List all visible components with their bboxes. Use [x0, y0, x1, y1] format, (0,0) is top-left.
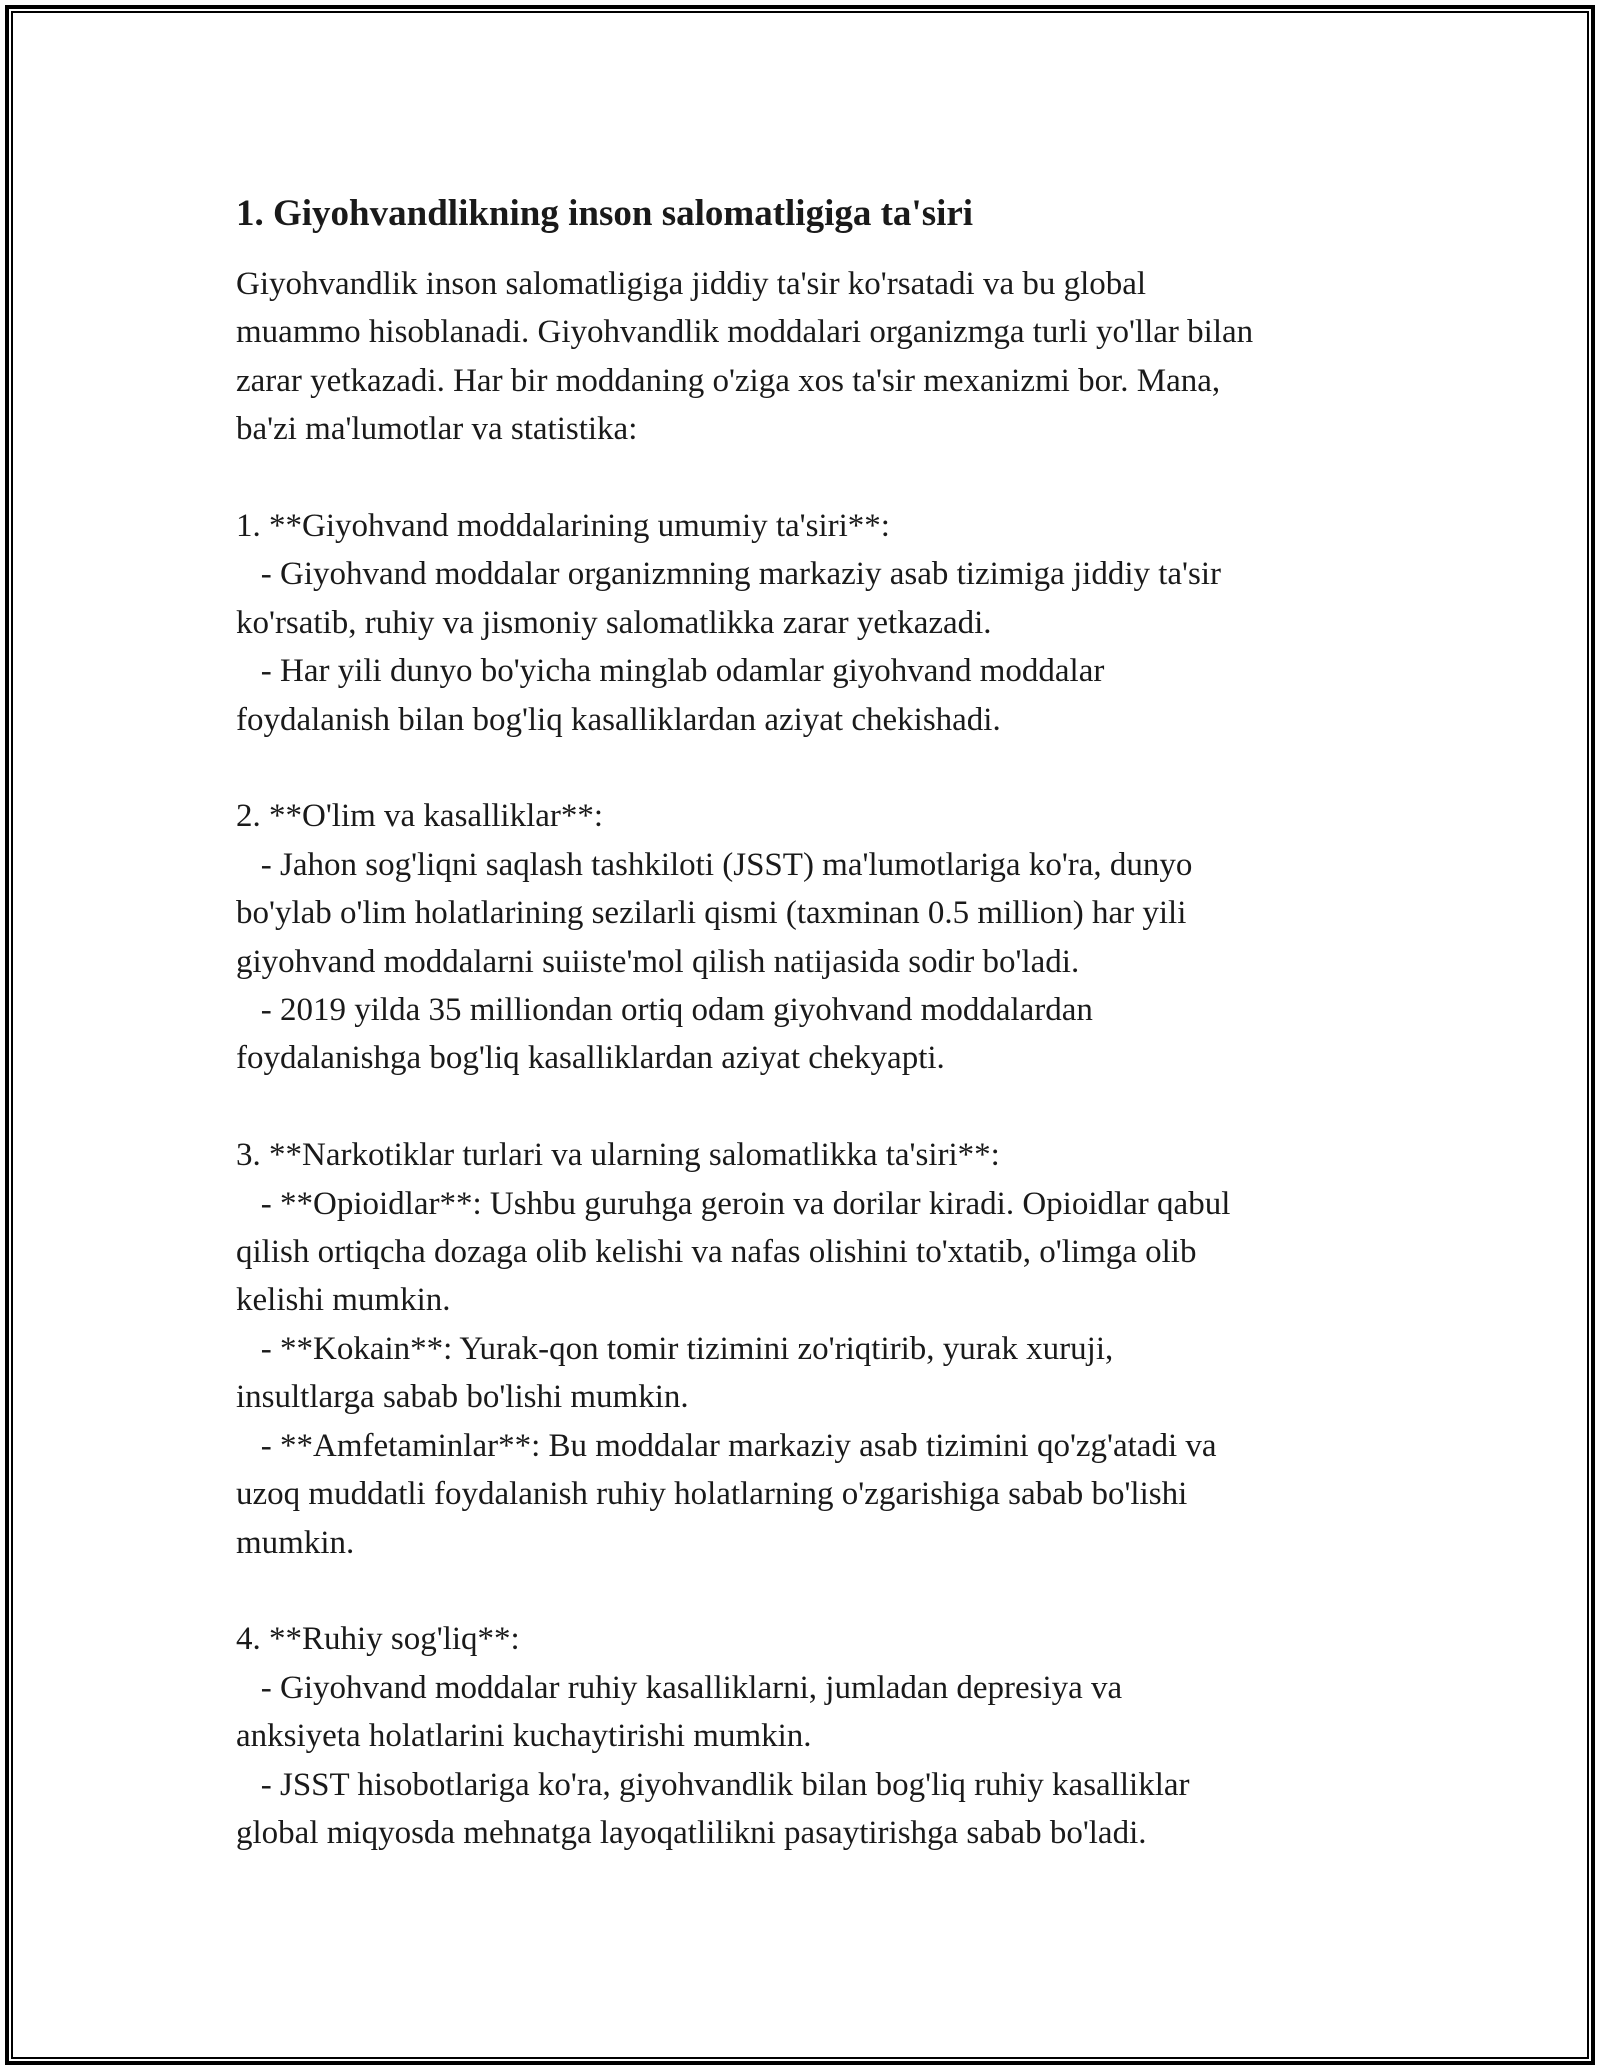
document-page: [236, 190, 1376, 1857]
text-line: global miqyosda mehnatga layoqatlilikni pasaytirishga sabab bo'ladi.: [236, 1814, 1147, 1851]
text-line: - **Opioidlar**: Ushbu guruhga geroin va dorilar kiradi. Opioidlar qabul: [236, 1185, 1231, 1222]
text-line: uzoq muddatli foydalanish ruhiy holatlarning o'zgarishiga sabab bo'lishi: [236, 1476, 1188, 1513]
text-line: - Har yili dunyo bo'yicha minglab odamlar giyohvand moddalar: [236, 653, 1105, 690]
paragraph-gap: [236, 1083, 1376, 1131]
text-line: - 2019 yilda 35 milliondan ortiq odam giyohvand moddalardan: [236, 992, 1093, 1029]
paragraph-gap: [236, 454, 1376, 502]
text-line: anksiyeta holatlarini kuchaytirishi mumkin.: [236, 1718, 812, 1755]
text-line: - Jahon sog'liqni saqlash tashkiloti (JSST) ma'lumotlariga ko'ra, dunyo: [236, 846, 1193, 883]
text-line: qilish ortiqcha dozaga olib kelishi va nafas olishini to'xtatib, o'limga olib: [236, 1234, 1197, 1271]
text-line: - **Kokain**: Yurak-qon tomir tizimini zo'riqtirib, yurak xuruji,: [236, 1330, 1114, 1367]
text-line: Giyohvandlik inson salomatligiga jiddiy ta'sir ko'rsatadi va bu global: [236, 266, 1147, 302]
text-line: - Giyohvand moddalar ruhiy kasalliklarni, jumladan depresiya va: [236, 1669, 1123, 1706]
text-line: muammo hisoblanadi. Giyohvandlik moddalari organizmga turli yo'llar bilan: [236, 314, 1254, 351]
text-line: 4. **Ruhiy sog'liq**:: [236, 1621, 520, 1658]
text-line: kelishi mumkin.: [236, 1282, 451, 1319]
text-line: foydalanish bilan bog'liq kasalliklardan aziyat chekishadi.: [236, 701, 1001, 738]
text-line: - Giyohvand moddalar organizmning markaziy asab tizimiga jiddiy ta'sir: [236, 556, 1222, 593]
text-line: 1. **Giyohvand moddalarining umumiy ta'siri**:: [236, 508, 890, 545]
text-line: insultlarga sabab bo'lishi mumkin.: [236, 1379, 689, 1416]
text-line: - JSST hisobotlariga ko'ra, giyohvandlik bilan bog'liq ruhiy kasalliklar: [236, 1766, 1190, 1803]
text-line: 3. **Narkotiklar turlari va ularning salomatlikka ta'siri**:: [236, 1137, 1000, 1174]
document-title: 1. Giyohvandlikning inson salomatligiga ta'siri: [236, 193, 974, 234]
text-line: ba'zi ma'lumotlar va statistika:: [236, 411, 638, 448]
text-line: mumkin.: [236, 1524, 355, 1561]
text-line: giyohvand moddalarni suiiste'mol qilish natijasida sodir bo'ladi.: [236, 943, 1080, 980]
text-line: - **Amfetaminlar**: Bu moddalar markaziy asab tizimini qo'zg'atadi va: [236, 1427, 1217, 1464]
text-line: 2. **O'lim va kasalliklar**:: [236, 798, 604, 835]
text-line: zarar yetkazadi. Har bir moddaning o'ziga xos ta'sir mexanizmi bor. Mana,: [236, 362, 1221, 399]
text-line: foydalanishga bog'liq kasalliklardan aziyat chekyapti.: [236, 1040, 945, 1077]
text-line: bo'ylab o'lim holatlarining sezilarli qismi (taxminan 0.5 million) har yili: [236, 895, 1187, 932]
paragraph-gap: [236, 1567, 1376, 1615]
document-body: [236, 260, 1376, 1857]
paragraph-gap: [236, 744, 1376, 792]
text-line: ko'rsatib, ruhiy va jismoniy salomatlikka zarar yetkazadi.: [236, 604, 992, 641]
